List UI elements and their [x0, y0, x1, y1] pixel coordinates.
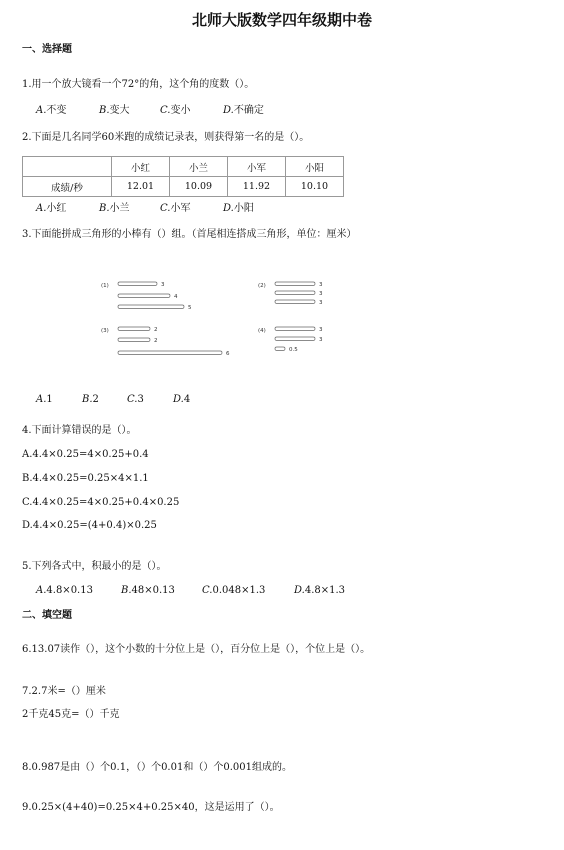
option-a[interactable] — [36, 394, 53, 405]
option-text: 变大 — [109, 105, 130, 116]
option-a[interactable] — [36, 199, 66, 214]
option-text: 4 — [183, 394, 191, 405]
option-letter: B. — [82, 394, 93, 405]
table-header-cell: 小军 — [228, 157, 286, 177]
option-d[interactable] — [294, 585, 345, 596]
stick — [275, 300, 315, 304]
group-label: (2) — [258, 283, 266, 289]
option-text: 不确定 — [233, 105, 264, 116]
option-text: 48×0.13 — [131, 585, 175, 596]
option-text: 变小 — [170, 105, 191, 116]
table-header-cell: 小阳 — [286, 157, 344, 177]
stick-length: 5 — [188, 305, 192, 311]
option-a[interactable]: A.4.4×0.25=4×0.25+0.4 — [22, 449, 149, 460]
table-header-cell: 小红 — [112, 157, 170, 177]
stick-length: 3 — [161, 282, 165, 288]
table-header-row — [23, 157, 344, 177]
stick — [275, 282, 315, 286]
option-text: 0.048×1.3 — [212, 585, 266, 596]
stick-length: 3 — [319, 337, 323, 343]
option-b[interactable] — [82, 394, 99, 405]
question-7-line-2: 2千克45克=（）千克 — [22, 709, 120, 720]
option-letter: A. — [36, 105, 47, 116]
option-b[interactable] — [99, 101, 130, 116]
table-cell: 11.92 — [228, 177, 286, 197]
question-1-stem: 1.用一个放大镜看一个72°的角，这个角的度数（）。 — [22, 79, 255, 90]
option-d[interactable] — [223, 199, 254, 214]
stick-group-4 — [258, 327, 323, 353]
question-8: 8.0.987是由（）个0.1，（）个0.01和（）个0.001组成的。 — [22, 762, 292, 773]
option-d[interactable] — [173, 394, 190, 405]
group-label: (4) — [258, 328, 266, 334]
group-label: (3) — [101, 328, 109, 334]
stick — [118, 305, 184, 309]
option-letter: B. — [99, 105, 110, 116]
option-c[interactable]: C.4.4×0.25=4×0.25+0.4×0.25 — [22, 497, 180, 508]
section-heading-choice: 一、选择题 — [22, 44, 72, 55]
table-header-cell — [23, 157, 112, 177]
stick-length: 4 — [174, 294, 178, 300]
option-letter: D. — [223, 203, 234, 214]
option-text: 4.8×1.3 — [304, 585, 346, 596]
option-text: 小军 — [170, 203, 191, 214]
option-letter: D. — [173, 394, 184, 405]
option-letter: D. — [294, 585, 305, 596]
option-letter: A. — [36, 585, 47, 596]
stick-length: 3 — [319, 327, 323, 333]
option-letter: C. — [160, 203, 171, 214]
question-9: 9.0.25×(4+40)=0.25×4+0.25×40，这是运用了（）。 — [22, 802, 280, 813]
option-letter: C. — [202, 585, 213, 596]
stick — [118, 327, 150, 331]
option-text: 小红 — [46, 203, 67, 214]
stick — [118, 294, 170, 298]
stick-length: 2 — [154, 327, 158, 333]
option-b[interactable] — [121, 585, 175, 596]
table-header-cell: 小兰 — [170, 157, 228, 177]
option-text: 小兰 — [109, 203, 130, 214]
stick-length: 0.5 — [289, 347, 298, 353]
option-letter: D. — [223, 105, 234, 116]
stick-length: 3 — [319, 300, 323, 306]
table-row — [23, 177, 344, 197]
option-d[interactable] — [223, 101, 264, 116]
table-cell: 10.10 — [286, 177, 344, 197]
option-c[interactable] — [160, 199, 190, 214]
sticks-figure — [95, 275, 355, 365]
stick — [275, 327, 315, 331]
option-b[interactable]: B.4.4×0.25=0.25×4×1.1 — [22, 473, 149, 484]
option-text: 不变 — [46, 105, 67, 116]
stick-length: 2 — [154, 338, 158, 344]
page-title: 北师大版数学四年级期中卷 — [191, 11, 372, 29]
stick-group-2 — [258, 282, 323, 306]
option-letter: B. — [99, 203, 110, 214]
option-b[interactable] — [99, 199, 130, 214]
option-letter: C. — [127, 394, 138, 405]
option-d[interactable]: D.4.4×0.25=(4+0.4)×0.25 — [22, 520, 157, 531]
table-cell: 10.09 — [170, 177, 228, 197]
stick-group-3 — [101, 327, 230, 357]
stick — [275, 347, 285, 351]
option-letter: A. — [36, 394, 47, 405]
option-c[interactable] — [160, 101, 190, 116]
question-5-stem: 5.下列各式中，积最小的是（）。 — [22, 561, 167, 572]
stick — [118, 282, 157, 286]
question-6: 6.13.07读作（），这个小数的十分位上是（），百分位上是（），个位上是（）。 — [22, 644, 371, 655]
question-4-stem: 4.下面计算错误的是（）。 — [22, 425, 137, 436]
score-table — [22, 156, 344, 197]
group-label: (1) — [101, 283, 109, 289]
stick-length: 3 — [319, 282, 323, 288]
question-7-line-1: 7.2.7米=（）厘米 — [22, 686, 106, 697]
option-a[interactable] — [36, 101, 66, 116]
option-c[interactable] — [127, 394, 144, 405]
option-text: 小阳 — [233, 203, 254, 214]
option-text: 2 — [92, 394, 99, 405]
option-text: 4.8×0.13 — [46, 585, 93, 596]
stick-length: 3 — [319, 291, 323, 297]
option-text: 3 — [137, 394, 144, 405]
section-heading-fill: 二、填空题 — [22, 610, 72, 621]
stick — [118, 351, 222, 355]
stick — [275, 337, 315, 341]
option-c[interactable] — [202, 585, 265, 596]
table-cell: 12.01 — [112, 177, 170, 197]
question-3-stem: 3.下面能拼成三角形的小棒有（）组。（首尾相连搭成三角形，单位：厘米） — [22, 229, 357, 240]
table-cell: 成绩/秒 — [23, 177, 112, 197]
option-letter: A. — [36, 203, 47, 214]
stick-length: 6 — [226, 351, 230, 357]
option-letter: C. — [160, 105, 171, 116]
stick — [275, 291, 315, 295]
stick-group-1 — [101, 282, 192, 311]
option-a[interactable] — [36, 585, 93, 596]
option-letter: B. — [121, 585, 132, 596]
option-text: 1 — [46, 394, 53, 405]
question-2-stem: 2.下面是几名同学60米跑的成绩记录表，则获得第一名的是（）。 — [22, 132, 310, 143]
stick — [118, 338, 150, 342]
